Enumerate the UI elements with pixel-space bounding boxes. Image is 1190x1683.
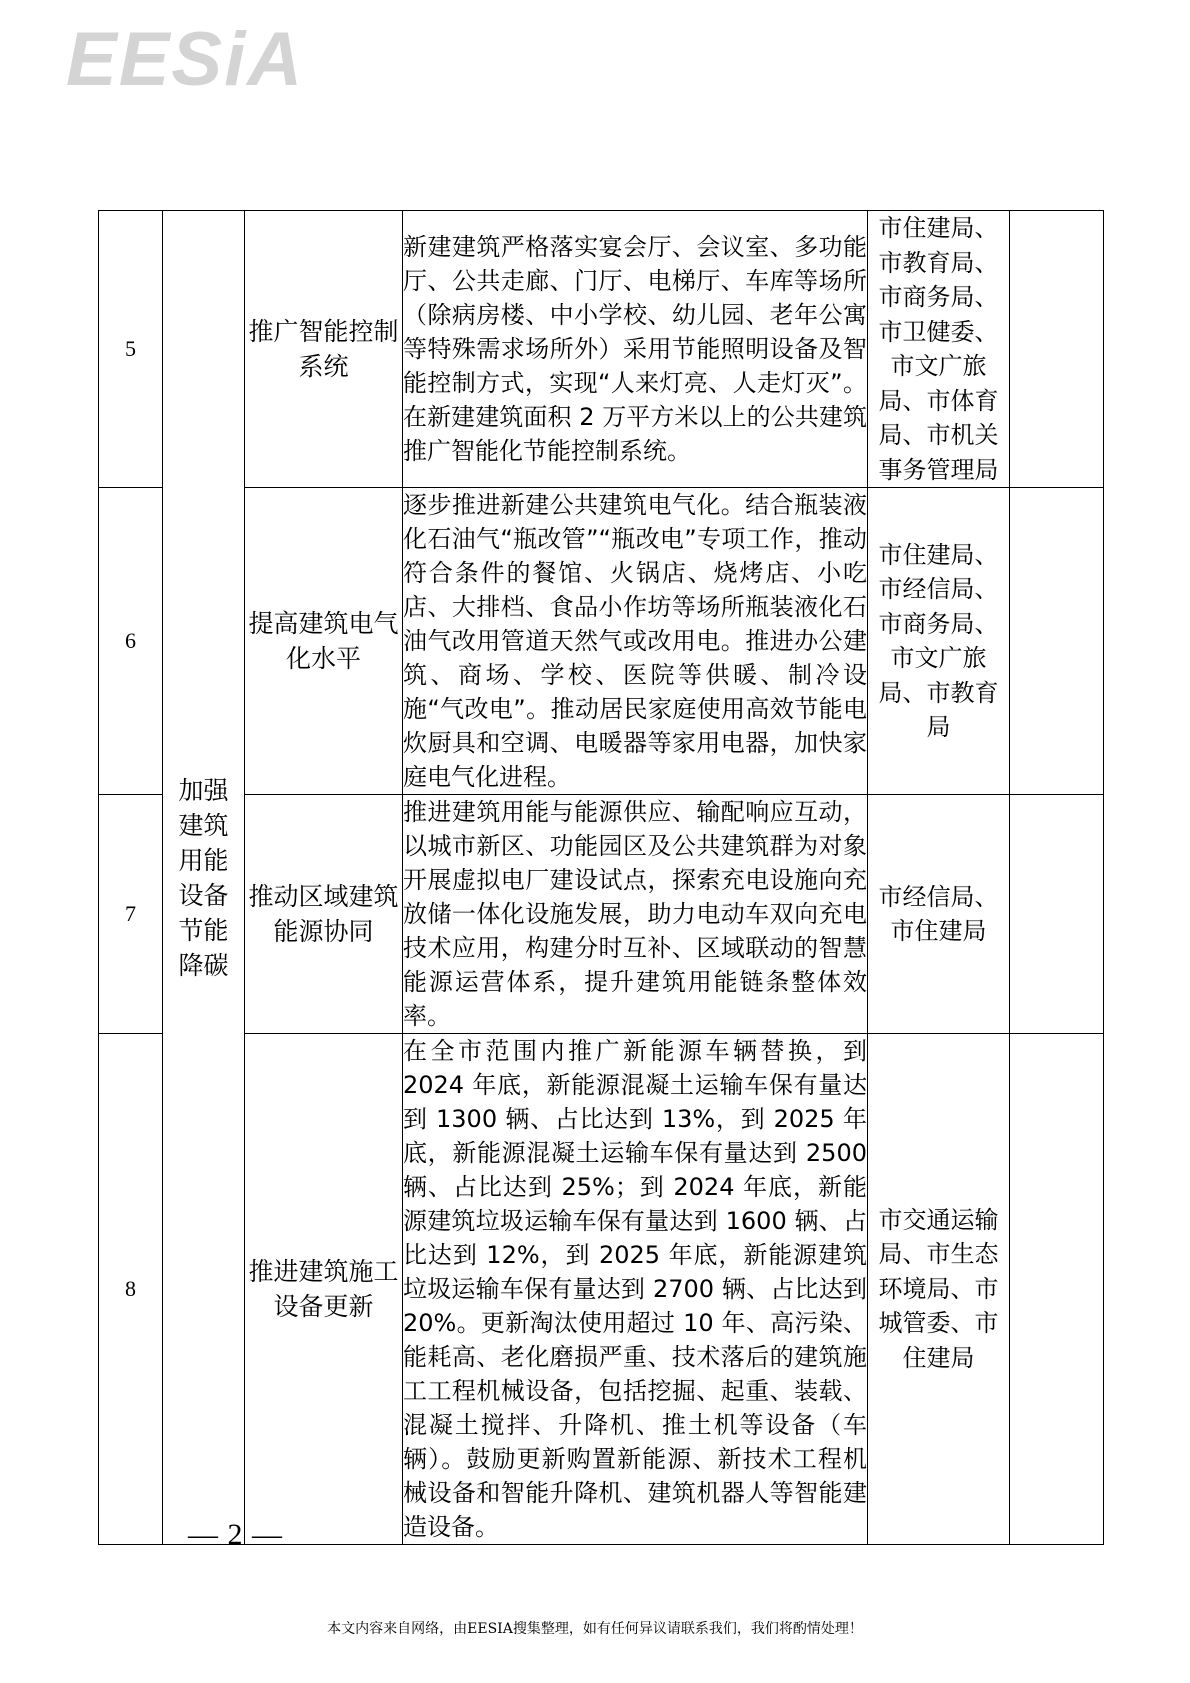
row-number: 5 xyxy=(99,211,163,488)
table-row xyxy=(99,795,1104,1034)
note-cell xyxy=(1010,211,1104,488)
measure-title: 推广智能控制系统 xyxy=(248,317,399,381)
measure-title-cell xyxy=(245,1034,403,1545)
measure-content: 新建建筑严格落实宴会厅、会议室、多功能厅、公共走廊、门厅、电梯厅、车库等场所（除病房楼、中小学校、幼儿园、老年公寓等特殊需求场所外）采用节能照明设备及智能控制方式，实现“人来灯亮、人走灯灭”。在新建建筑面积 2 万平方米以上的公共建筑推广智能化节能控制系统。 xyxy=(403,233,867,465)
measure-content: 逐步推进新建公共建筑电气化。结合瓶装液化石油气“瓶改管”“瓶改电”专项工作，推动符合条件的餐馆、火锅店、烧烤店、小吃店、大排档、食品小作坊等场所瓶装液化石油气改用管道天然气或改用电。推进办公建筑、商场、学校、医院等供暖、制冷设施“气改电”。推动居民家庭使用高效节能电炊厨具和空调、电暖器等家用电器，加快家庭电气化进程。 xyxy=(403,491,867,791)
measure-title-cell xyxy=(245,795,403,1034)
responsible-dept-cell xyxy=(868,795,1010,1034)
measure-content-cell xyxy=(403,795,868,1034)
footer-disclaimer: 本文内容来自网络，由EESIA搜集整理，如有任何异议请联系我们，我们将酌情处理！ xyxy=(327,1621,863,1637)
measure-content-cell xyxy=(403,488,868,795)
table-row xyxy=(99,488,1104,795)
measure-title: 推进建筑施工设备更新 xyxy=(248,1257,399,1321)
measure-content-cell xyxy=(403,211,868,488)
note-cell xyxy=(1010,488,1104,795)
responsible-dept: 市住建局、市经信局、市商务局、市文广旅局、市教育局 xyxy=(878,540,999,741)
eesia-logo-watermark: EESiA xyxy=(66,17,305,102)
table-row xyxy=(99,211,1104,488)
row-number: 7 xyxy=(99,795,163,1034)
note-cell xyxy=(1010,795,1104,1034)
responsible-dept-cell xyxy=(868,488,1010,795)
category-cell xyxy=(163,211,245,1545)
responsible-dept: 市交通运输局、市生态环境局、市城管委、市住建局 xyxy=(878,1205,999,1372)
responsible-dept-cell xyxy=(868,211,1010,488)
measure-title-cell xyxy=(245,488,403,795)
table-row xyxy=(99,1034,1104,1545)
category-label: 加强建筑用能设备节能降碳 xyxy=(178,775,229,980)
responsible-dept: 市住建局、市教育局、市商务局、市卫健委、市文广旅局、市体育局、市机关事务管理局 xyxy=(878,214,999,484)
row-number: 8 xyxy=(99,1034,163,1545)
measure-title-cell xyxy=(245,211,403,488)
page-number: — 2 — xyxy=(188,1518,283,1551)
responsible-dept: 市经信局、市住建局 xyxy=(878,882,999,945)
measure-content-cell xyxy=(403,1034,868,1545)
note-cell xyxy=(1010,1034,1104,1545)
measure-content: 在全市范围内推广新能源车辆替换，到 2024 年底，新能源混凝土运输车保有量达到 1300 辆、占比达到 13%，到 2025 年底，新能源混凝土运输车保有量达到 2500 辆、占比达到 25%；到 2024 年底，新能源建筑垃圾运输车保有量达到 1600 辆、占比达到 12%，到 2025 年底，新能源建筑垃圾运输车保有量达到 2700 辆、占比达到 20%。更新淘汰使用超过 10 年、高污染、能耗高、老化磨损严重、技术落后的建筑施工工程机械设备，包括挖掘、起重、装载、混凝土搅拌、升降机、推土机等设备（车辆）。鼓励更新购置新能源、新技术工程机械设备和智能升降机、建筑机器人等智能建造设备。 xyxy=(403,1037,867,1541)
responsible-dept-cell xyxy=(868,1034,1010,1545)
measure-title: 提高建筑电气化水平 xyxy=(248,609,399,673)
row-number: 6 xyxy=(99,488,163,795)
measure-content: 推进建筑用能与能源供应、输配响应互动，以城市新区、功能园区及公共建筑群为对象开展虚拟电厂建设试点，探索充电设施向充放储一体化设施发展，助力电动车双向充电技术应用，构建分时互补、区域联动的智慧能源运营体系，提升建筑用能链条整体效率。 xyxy=(403,798,867,1030)
measures-table xyxy=(98,210,1104,1545)
measure-title: 推动区域建筑能源协同 xyxy=(248,882,399,946)
